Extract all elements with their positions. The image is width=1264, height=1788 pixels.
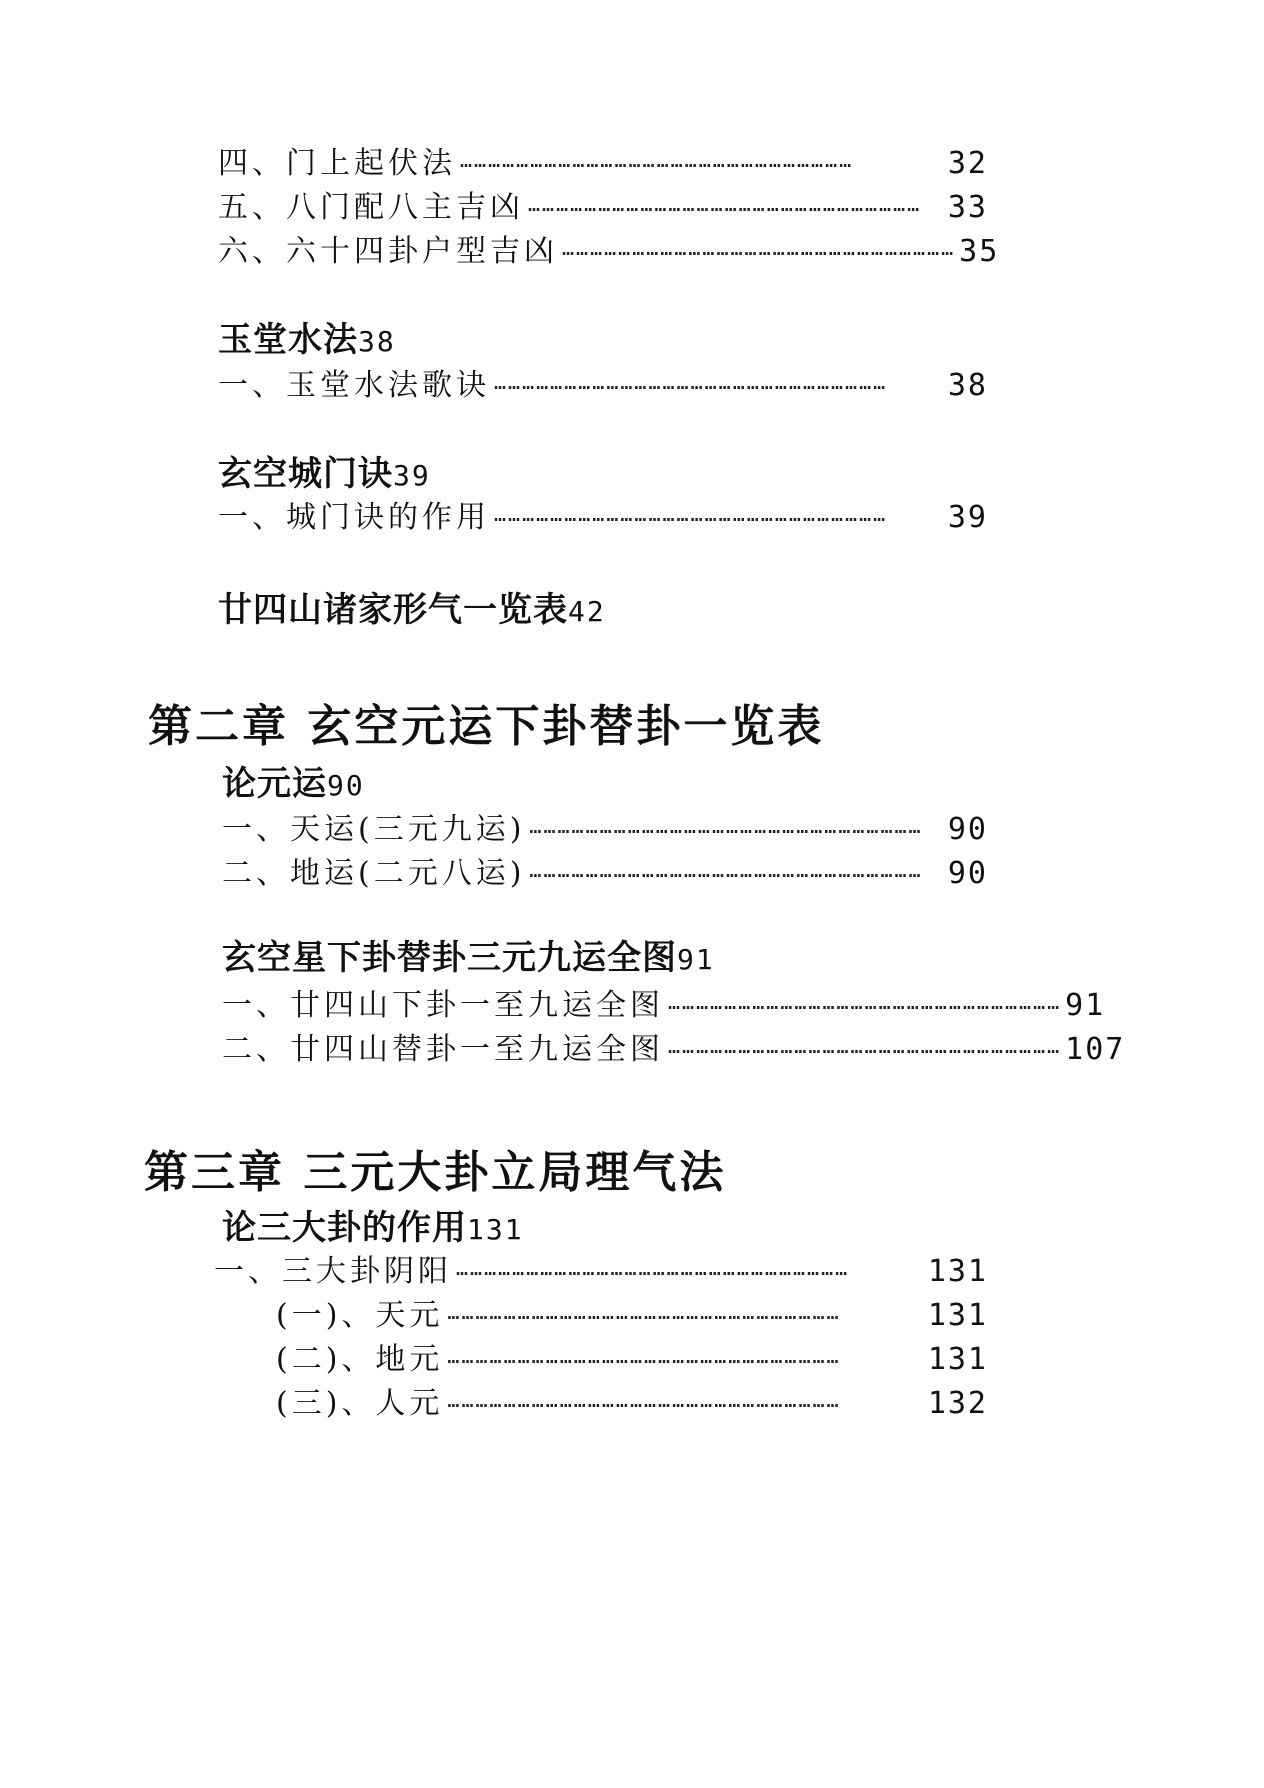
toc-entry[interactable] — [218, 492, 988, 536]
entry-label: 五、八门配八主吉凶 — [218, 190, 524, 225]
section-heading[interactable] — [218, 312, 396, 361]
leader-dots: ………………………………………………………………………… — [528, 192, 922, 216]
entry-label: (二)、地元 — [276, 1342, 444, 1377]
entry-label: 一、玉堂水法歌诀 — [218, 368, 490, 403]
leader-dots: ………………………………………………………………………… — [447, 1344, 841, 1368]
leader-dots: ………………………………………………………………………… — [529, 814, 923, 838]
section-heading[interactable] — [222, 930, 715, 979]
entry-page: 38 — [947, 368, 988, 403]
toc-entry[interactable] — [222, 1024, 1126, 1068]
section-title: 论三大卦的作用 — [222, 1208, 467, 1248]
entry-page: 132 — [927, 1386, 988, 1421]
section-heading[interactable] — [222, 1200, 524, 1249]
entry-page: 90 — [947, 856, 988, 891]
entry-label: 一、三大卦阴阳 — [214, 1254, 452, 1289]
section-page: 38 — [358, 325, 396, 358]
section-page: 131 — [467, 1213, 524, 1246]
entry-page: 35 — [959, 234, 1000, 269]
leader-dots: ………………………………………………………………………… — [668, 990, 1062, 1014]
entry-page: 131 — [927, 1254, 988, 1289]
section-page: 90 — [327, 769, 365, 802]
toc-entry[interactable] — [214, 1246, 988, 1290]
entry-page: 33 — [947, 190, 988, 225]
section-title: 玄空星下卦替卦三元九运全图 — [222, 938, 677, 978]
toc-entry[interactable] — [218, 226, 1000, 270]
toc-entry[interactable] — [218, 182, 988, 226]
section-title: 论元运 — [222, 764, 327, 804]
toc-entry[interactable] — [222, 980, 1106, 1024]
toc-entry[interactable] — [222, 804, 988, 848]
toc-entry[interactable] — [218, 138, 988, 182]
entry-page: 91 — [1065, 988, 1106, 1023]
entry-page: 131 — [927, 1342, 988, 1377]
section-heading[interactable] — [218, 446, 431, 495]
leader-dots: ………………………………………………………………………… — [494, 370, 888, 394]
leader-dots: ………………………………………………………………………… — [447, 1388, 841, 1412]
toc-entry[interactable] — [276, 1290, 988, 1334]
entry-label: 一、天运(三元九运) — [222, 812, 526, 847]
section-title: 玄空城门诀 — [218, 454, 393, 494]
toc-entry[interactable] — [222, 848, 988, 892]
toc-entry[interactable] — [218, 360, 988, 404]
leader-dots: ………………………………………………………………………… — [529, 858, 923, 882]
section-heading[interactable] — [218, 582, 606, 631]
entry-label: 一、城门诀的作用 — [218, 500, 490, 535]
entry-label: (一)、天元 — [276, 1298, 444, 1333]
entry-label: 六、六十四卦户型吉凶 — [218, 234, 558, 269]
leader-dots: ………………………………………………………………………… — [460, 148, 854, 172]
entry-page: 107 — [1065, 1032, 1126, 1067]
leader-dots: ………………………………………………………………………… — [494, 502, 888, 526]
leader-dots: ………………………………………………………………………… — [447, 1300, 841, 1324]
toc-entry[interactable] — [276, 1378, 988, 1422]
entry-page: 39 — [947, 500, 988, 535]
section-heading[interactable] — [222, 756, 365, 805]
entry-label: 二、地运(二元八运) — [222, 856, 526, 891]
leader-dots: ………………………………………………………………………… — [562, 236, 956, 260]
chapter-heading[interactable]: 第三章 三元大卦立局理气法 — [144, 1147, 727, 1198]
section-page: 42 — [568, 595, 606, 628]
chapter-heading[interactable]: 第二章 玄空元运下卦替卦一览表 — [148, 701, 825, 752]
entry-page: 32 — [947, 146, 988, 181]
entry-page: 131 — [927, 1298, 988, 1333]
section-page: 39 — [393, 459, 431, 492]
entry-label: 一、廿四山下卦一至九运全图 — [222, 988, 664, 1023]
entry-label: 四、门上起伏法 — [218, 146, 456, 181]
leader-dots: ………………………………………………………………………… — [668, 1034, 1062, 1058]
section-page: 91 — [677, 943, 715, 976]
leader-dots: ………………………………………………………………………… — [456, 1256, 850, 1280]
section-title: 廿四山诸家形气一览表 — [218, 590, 568, 630]
entry-page: 90 — [947, 812, 988, 847]
toc-entry[interactable] — [276, 1334, 988, 1378]
section-title: 玉堂水法 — [218, 320, 358, 360]
entry-label: 二、廿四山替卦一至九运全图 — [222, 1032, 664, 1067]
entry-label: (三)、人元 — [276, 1386, 444, 1421]
